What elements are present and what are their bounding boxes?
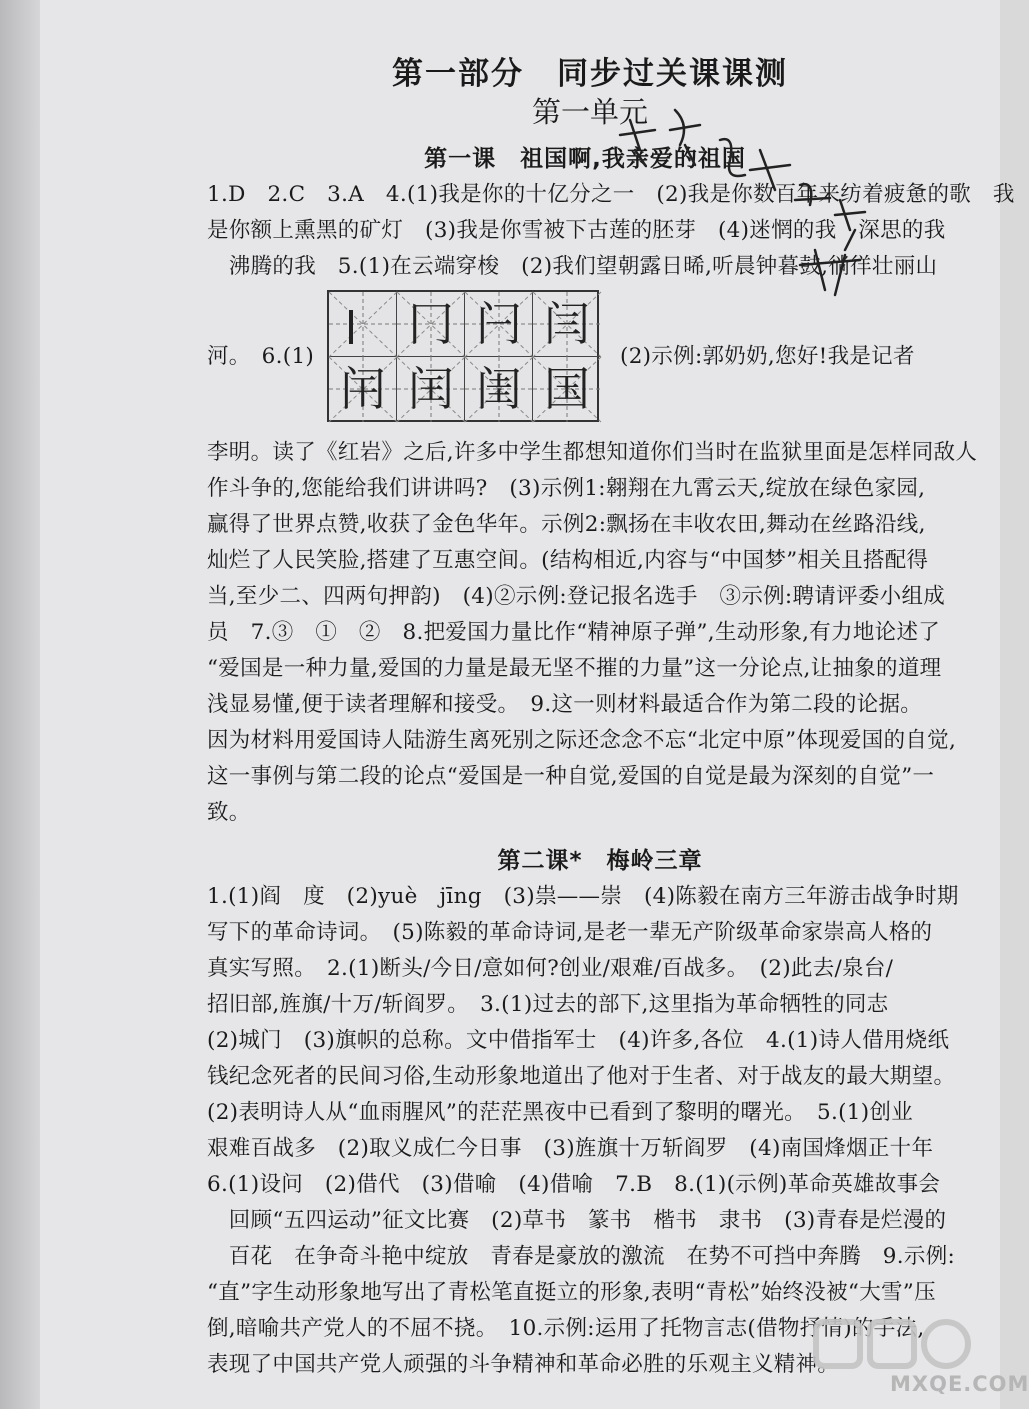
answer-line: 是你额上熏黑的矿灯 (3)我是你雪被下古莲的胚芽 (4)迷惘的我 深思的我 — [207, 218, 946, 243]
answer-line: 百花 在争奇斗艳中绽放 青春是豪放的激流 在势不可挡中奔腾 9.示例: — [207, 1244, 956, 1269]
grid-cell — [329, 292, 397, 357]
unit-title: 第一单元 — [531, 95, 648, 129]
tian-zi-ge-grid — [327, 290, 599, 422]
grid-char: 闩 — [476, 297, 522, 351]
lesson2-title: 第二课* 梅岭三章 — [497, 848, 703, 874]
answer-line: 致。 — [207, 800, 251, 825]
grid-char: 冂 — [408, 297, 454, 351]
answer-line: 李明。读了《红岩》之后,许多中学生都想知道你们当时在监狱里面是怎样同敌人 — [207, 440, 978, 465]
answer-line: 表现了中国共产党人顽强的斗争精神和革命必胜的乐观主义精神。 — [207, 1352, 840, 1377]
grid-cell — [533, 292, 601, 357]
answer-line: 赢得了世界点赞,收获了金色华年。示例2:飘扬在丰收农田,舞动在丝路沿线, — [207, 512, 926, 537]
answer-line: 写下的革命诗词。 (5)陈毅的革命诗词,是老一辈无产阶级革命家崇高人格的 — [207, 920, 933, 945]
answer-line: 员 7.③ ① ② 8.把爱国力量比作“精神原子弹”,生动形象,有力地论述了 — [207, 620, 941, 645]
answer-line: (2)表明诗人从“血雨腥风”的茫茫黑夜中已看到了黎明的曙光。 5.(1)创业 — [207, 1100, 914, 1125]
answer-line: 灿烂了人民笑脸,搭建了互惠空间。(结构相近,内容与“中国梦”相关且搭配得 — [207, 548, 929, 573]
answer-line: 艰难百战多 (2)取义成仁今日事 (3)旌旗十万斩阎罗 (4)南国烽烟正十年 — [207, 1136, 934, 1161]
answer-line: “直”字生动形象地写出了青松笔直挺立的形象,表明“青松”始终没被“大雪”压 — [207, 1280, 936, 1305]
answer-line: 因为材料用爱国诗人陆游生离死别之际还念念不忘“北定中原”体现爱国的自觉, — [207, 728, 957, 753]
answer-line: 河。 6.(1) — [207, 344, 315, 369]
grid-char: 国 — [544, 362, 590, 416]
grid-cell — [465, 357, 533, 422]
answer-line: (2)示例:郭奶奶,您好!我是记者 — [620, 344, 915, 369]
handwritten-scribble — [600, 90, 930, 320]
watermark-text: MXQE.COM — [890, 1372, 1029, 1396]
grid-cell — [465, 292, 533, 357]
answer-line: 倒,暗喻共产党人的不屈不挠。 10.示例:运用了托物言志(借物抒情)的手法, — [207, 1316, 925, 1341]
lesson1-title: 第一课 祖国啊,我亲爱的祖国 — [424, 146, 746, 172]
grid-cell — [397, 357, 465, 422]
grid-cell — [397, 292, 465, 357]
answer-line: (2)城门 (3)旗帜的总称。文中借指军士 (4)许多,各位 4.(1)诗人借用烧纸 — [207, 1028, 950, 1053]
answer-line: 这一事例与第二段的论点“爱国是一种自觉,爱国的自觉是最为深刻的自觉”一 — [207, 764, 935, 789]
answer-line: 浅显易懂,便于读者理解和接受。 9.这一则材料最适合作为第二段的论据。 — [207, 692, 923, 717]
grid-char: 闺 — [476, 362, 522, 416]
answer-line: 回顾“五四运动”征文比赛 (2)草书 篆书 楷书 隶书 (3)青春是烂漫的 — [207, 1208, 947, 1233]
grid-char: 闰 — [408, 362, 454, 416]
answer-line: 当,至少二、四两句押韵) (4)②示例:登记报名选手 ③示例:聘请评委小组成 — [207, 584, 946, 609]
answer-line: 招旧部,旌旗/十万/斩阎罗。 3.(1)过去的部下,这里指为革命牺牲的同志 — [207, 992, 889, 1017]
grid-char: 闫 — [544, 297, 590, 351]
grid-char: 闬 — [340, 362, 386, 416]
answer-line: “爱国是一种力量,爱国的力量是最无坚不摧的力量”这一分论点,让抽象的道理 — [207, 656, 942, 681]
answer-line: 1.D 2.C 3.A 4.(1)我是你的十亿分之一 (2)我是你数百年来纺着疲惫的歌 我 — [207, 182, 1015, 207]
answer-line: 1.(1)阎 度 (2)yuè jīng (3)祟——崇 (4)陈毅在南方三年游击战争时期 — [207, 884, 959, 909]
part-title: 第一部分 同步过关课课测 — [392, 56, 788, 92]
answer-line: 6.(1)设问 (2)借代 (3)借喻 (4)借喻 7.B 8.(1)(示例)革命英雄故事会 — [207, 1172, 941, 1197]
answer-line: 作斗争的,您能给我们讲讲吗? (3)示例1:翱翔在九霄云天,绽放在绿色家园, — [207, 476, 926, 501]
grid-cell — [329, 357, 397, 422]
answer-line: 沸腾的我 5.(1)在云端穿梭 (2)我们望朝露日晞,听晨钟暮鼓,徜徉壮丽山 — [207, 254, 938, 279]
answer-line: 真实写照。 2.(1)断头/今日/意如何?创业/艰难/百战多。 (2)此去/泉台/ — [207, 956, 894, 981]
page-gutter-shadow — [0, 0, 40, 1409]
grid-cell — [533, 357, 601, 422]
answer-line: 钱纪念死者的民间习俗,生动形象地道出了他对于生者、对于战友的最大期望。 — [207, 1064, 956, 1089]
grid-char — [329, 292, 397, 357]
